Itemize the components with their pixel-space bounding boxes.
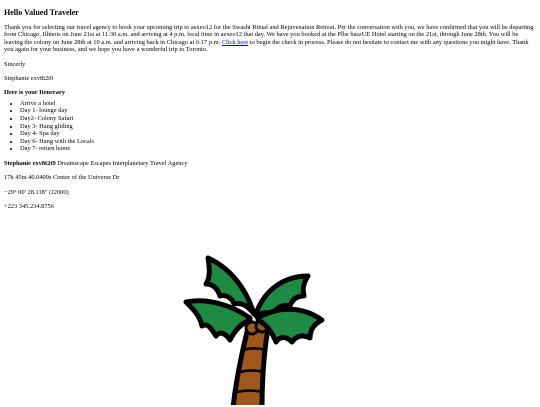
closing-text: Sincerly xyxy=(4,60,26,68)
signer-name: Stephanie exv8t2t9 xyxy=(4,75,54,83)
signature-address: 17h 45m 40.0409s Center of the Universe Dr xyxy=(4,174,120,182)
palm-trunk xyxy=(233,328,268,405)
body-paragraph xyxy=(4,24,536,54)
check-in-link[interactable]: Click here xyxy=(221,38,249,46)
signature-block xyxy=(4,160,536,167)
body-text-after-link: to begin the check in process. Please do not hesitate to contact me with any questions you might have. Thank you again for your business, and we hope you have a wonderful trip to Toronto. xyxy=(4,38,529,54)
list-item: • Day 4- Spa day xyxy=(20,130,536,138)
list-item: • Day 7- return home xyxy=(20,145,536,153)
list-item: • Day2- Colony Safari xyxy=(20,115,536,123)
email-document xyxy=(4,0,536,218)
signature-phone: +223 345.234.8756 xyxy=(4,203,54,211)
signature-coordinates: −29° 00′ 28.118″ (J2000) xyxy=(4,188,69,196)
palm-tree-icon xyxy=(176,240,326,405)
list-item: • Day 1- lounge day xyxy=(20,107,536,115)
signature-company: Dreamscape Escapes Interplanetary Travel Agency xyxy=(57,160,188,167)
list-item: • Day 6- Hang with the Locals xyxy=(20,138,536,146)
list-item: • Arrive a hotel xyxy=(20,100,536,108)
itinerary-list xyxy=(4,100,536,153)
list-item: • Day 3- Hang gliding xyxy=(20,123,536,131)
itinerary-heading: Here is your Itenerary xyxy=(4,89,65,97)
signature-name: Stephanie exv8t2t9 xyxy=(4,160,56,167)
palm-leaf xyxy=(186,301,250,340)
body-text-before-link: Thank you for selecting our travel agency to book your upcoming trip to aexeo12 for the Swashi Ritual and Rejuvenation Retreat. Per the conversation with you, we have confirmed that you will be departing from Chicago, Illinois on June 21st at 11:30 a.m. and arriving at 4 p.m. local time in aexeo12 that day. We have you booked at the Plbe baszUE Hotel starting on the 21st, through June 28th. You will be leaving the colony on June 28th at 10 a.m. and arriving back in Chicago at 6:17 p.m. xyxy=(4,24,534,46)
greeting-heading: Hello Valued Traveler xyxy=(4,8,79,17)
